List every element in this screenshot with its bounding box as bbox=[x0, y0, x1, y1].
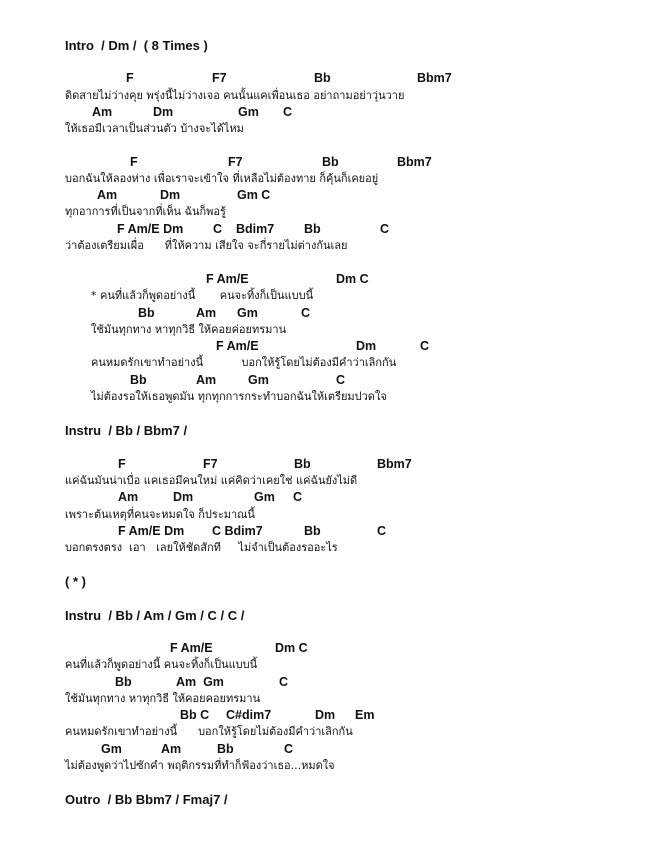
chord: Am Gm bbox=[176, 675, 224, 689]
chord: C bbox=[279, 675, 289, 689]
chord: C bbox=[213, 222, 223, 236]
chord: Bb bbox=[115, 675, 132, 689]
lyric-line: เพราะต้นเหตุที่คนจะหมดใจ ก็ประมาณนี้ bbox=[65, 508, 255, 521]
chord: Bb bbox=[138, 306, 155, 320]
lyric-line: บอกตรงตรง เอา เลยให้ชัดสักที ไม่จำเป็นต้องรออะไร bbox=[65, 541, 338, 554]
chord: C bbox=[283, 105, 293, 119]
chord: Gm bbox=[238, 105, 259, 119]
chord: Bb bbox=[217, 742, 234, 756]
instru-line: Instru / Bb / Bbm7 / bbox=[65, 423, 188, 438]
chord: Am bbox=[196, 373, 217, 387]
instru-line: Instru / Bb / Am / Gm / C / C / bbox=[65, 608, 245, 623]
lyric-line: ดิดสายไม่ว่างคุย พรุ่งนี้ไม่ว่างเจอ คนนั้นแคเพื่อนเธอ อย่าถามอย่าวุ่นวาย bbox=[65, 89, 405, 102]
lyric-line: บอกฉันให้ลองห่าง เพื่อเราจะเข้าใจ ที่เหลือไม่ต้องทาย ก็คุ้นก็เคยอยู่ bbox=[65, 172, 379, 185]
chord: Gm bbox=[237, 306, 258, 320]
chord: Bb bbox=[304, 222, 321, 236]
outro-line: Outro / Bb Bbm7 / Fmaj7 / bbox=[65, 792, 228, 807]
chord: Dm bbox=[315, 708, 336, 722]
chord: Dm C bbox=[336, 272, 369, 286]
chord: F Am/E bbox=[206, 272, 249, 286]
chord: Bdim7 bbox=[236, 222, 275, 236]
chord: Bb bbox=[322, 155, 339, 169]
chord: C bbox=[336, 373, 346, 387]
chord: C Bdim7 bbox=[212, 524, 263, 538]
lyric-line: ทุกอาการที่เป็นจากที่เห็น ฉันก็พอรู้ bbox=[65, 205, 226, 218]
chord: Gm bbox=[254, 490, 275, 504]
chord: F Am/E Dm bbox=[118, 524, 185, 538]
intro-line: Intro / Dm / ( 8 Times ) bbox=[65, 38, 208, 53]
chord: F7 bbox=[203, 457, 218, 471]
chord: Bbm7 bbox=[417, 71, 452, 85]
chord: F Am/E bbox=[216, 339, 259, 353]
chord: Am bbox=[92, 105, 113, 119]
chord: C bbox=[293, 490, 303, 504]
chord: Am bbox=[118, 490, 139, 504]
chord: C bbox=[380, 222, 390, 236]
chord: Dm bbox=[160, 188, 181, 202]
lyric-line: ไม่ต้องพูดว่าไปซักคำ พฤติกรรมที่ทำก็ฟ้องว่าเธอ...หมดใจ bbox=[65, 759, 335, 772]
chord: F bbox=[126, 71, 134, 85]
chord: Em bbox=[355, 708, 375, 722]
chord: C#dim7 bbox=[226, 708, 272, 722]
chord: Gm bbox=[248, 373, 269, 387]
chord: C bbox=[377, 524, 387, 538]
chord: Dm C bbox=[275, 641, 308, 655]
chord: Bb bbox=[130, 373, 147, 387]
chord: F Am/E Dm bbox=[117, 222, 184, 236]
lyric-line: แค่ฉันมันน่าเบื่อ แคเธอมีคนใหม่ แค่คิดว่าเคยใช่ แค่ฉันยังไม่ดี bbox=[65, 474, 358, 487]
chord: Am bbox=[97, 188, 118, 202]
chord: F Am/E bbox=[170, 641, 213, 655]
chord: Bb bbox=[314, 71, 331, 85]
chord: Gm C bbox=[237, 188, 271, 202]
chord: F bbox=[118, 457, 126, 471]
lyric-line: คนหมดรักเขาทำอย่างนี้ บอกให้รู้โดยไม่ต้องมีคำว่าเลิกกัน bbox=[65, 725, 353, 738]
chord: Bb C bbox=[180, 708, 210, 722]
chord: Bb bbox=[304, 524, 321, 538]
chord: Bb bbox=[294, 457, 311, 471]
chord: F7 bbox=[212, 71, 227, 85]
lyric-line: คนที่แล้วก็พูดอย่างนี้ คนจะทิ้งก็เป็นแบบนี้ bbox=[65, 658, 258, 671]
chord: C bbox=[420, 339, 430, 353]
chord: C bbox=[284, 742, 294, 756]
chord: Dm bbox=[356, 339, 377, 353]
chord: Bbm7 bbox=[397, 155, 432, 169]
lyric-line: ใช้มันทุกทาง หาทุกวิธี ให้คอยคอยทรมาน bbox=[65, 692, 261, 705]
lyric-line: ว่าต้องเตรียมเผื่อ ที่ให้ความ เสียใจ จะกี่รายไม่ต่างกันเลย bbox=[65, 239, 348, 252]
chord: C bbox=[301, 306, 311, 320]
chord: Bbm7 bbox=[377, 457, 412, 471]
chord: Dm bbox=[173, 490, 194, 504]
lyric-line: คนหมดรักเขาทำอย่างนี้ บอกให้รู้โดยไม่ต้องมีคำว่าเลิกกัน bbox=[91, 356, 397, 369]
lyric-line: ใช้มันทุกทาง หาทุกวิธี ให้คอยค่อยทรมาน bbox=[91, 323, 287, 336]
chord: Dm bbox=[153, 105, 174, 119]
chord: F bbox=[130, 155, 138, 169]
chord: Am bbox=[161, 742, 182, 756]
repeat-marker: ( * ) bbox=[65, 574, 86, 589]
chord: Gm bbox=[101, 742, 122, 756]
lyric-line: ไม่ต้องรอให้เธอพูดมัน ทุกทุกการกระทำบอกฉันให้เตรียมปวดใจ bbox=[91, 390, 387, 403]
lyric-line: * คนที่แล้วก็พูดอย่างนี้ คนจะทิ้งก็เป็นแบบนี้ bbox=[91, 289, 314, 302]
chord: Am bbox=[196, 306, 217, 320]
lyric-line: ให้เธอมีเวลาเป็นส่วนตัว บ้างจะได้ไหม bbox=[65, 122, 244, 135]
chord: F7 bbox=[228, 155, 243, 169]
